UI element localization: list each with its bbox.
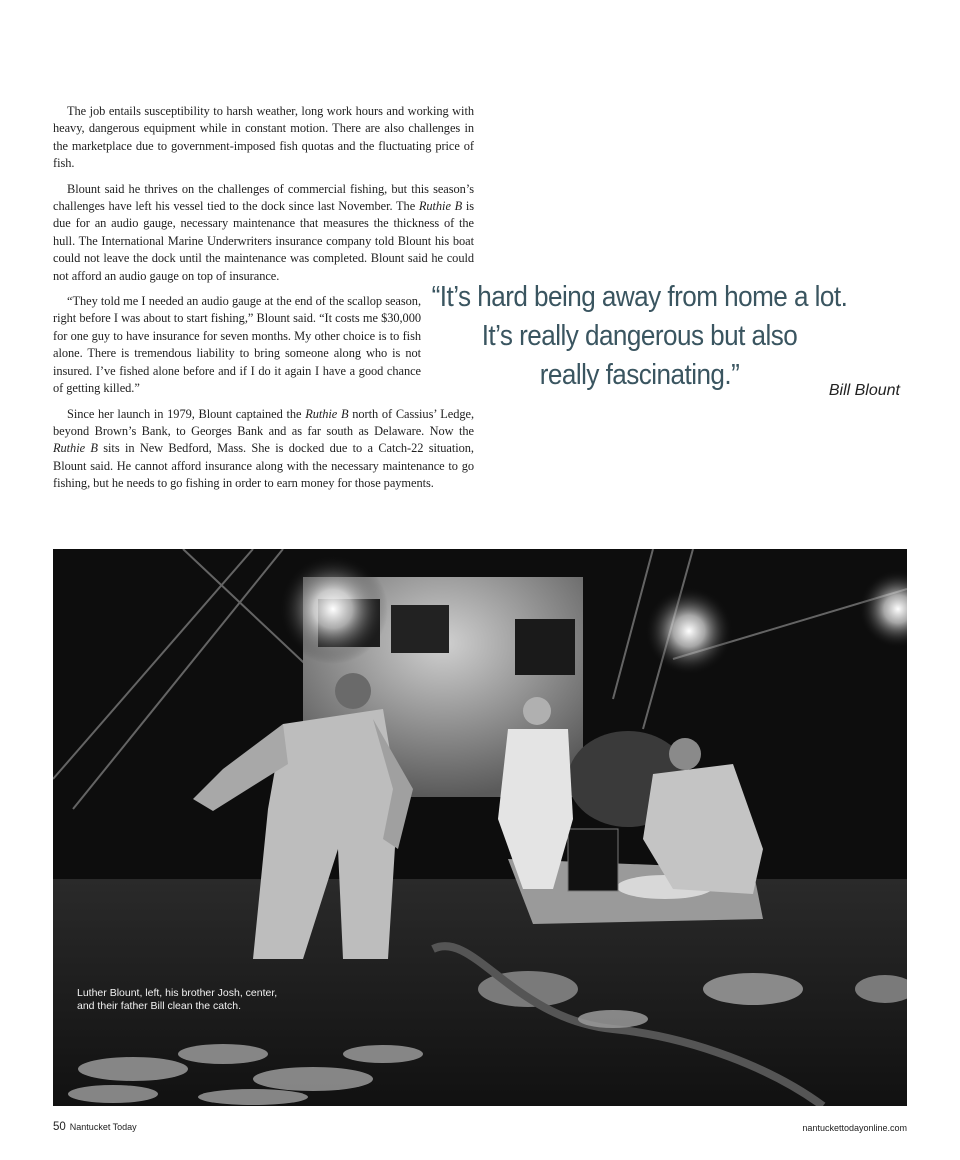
fish-basket: [703, 973, 803, 1005]
photo-caption: [77, 987, 317, 1013]
wheelhouse-window: [515, 619, 575, 675]
article-paragraph-3: “They told me I needed an audio gauge at the end of the scallop season, right before I was about to start fishing,” Blount said. “It costs me $30,000 for one guy to have insurance for seven months. My other choice is to fish alone. There is tremendous liability to bring someone along who is not insured. I’ve fished alone before and if I do it again I have a good chance of getting killed.”: [53, 294, 421, 396]
wheelhouse-window: [391, 605, 449, 653]
pull-quote: [428, 278, 851, 395]
p4-text-a: Since her launch in 1979, Blount captained the: [67, 406, 306, 421]
pull-quote-line-1: “It’s hard being away from home a lot.: [431, 281, 848, 313]
p4-text-c: sits in New Bedford, Mass. She is docked due to a Catch-22 situation, Blount said. He cannot afford insurance along with the necessary maintenance to go fishing, but he needs to go fishing in order to earn money for those payments.: [53, 441, 474, 491]
caption-line-2: and their father Bill clean the catch.: [77, 1000, 242, 1012]
pull-quote-attribution: Bill Blount: [828, 382, 900, 399]
deck-light: [278, 554, 388, 664]
boat-name: Ruthie B: [53, 441, 98, 456]
bucket: [568, 829, 618, 891]
website-url: nantuckettodayonline.com: [802, 1123, 907, 1133]
article-body: [53, 103, 474, 493]
p2-text-b: is due for an audio gauge, necessary maintenance that measures the thickness of the hull. The International Marine Underwriters insurance company told Blount his boat could not leave the dock until the maintenance was completed. Blount said he could not afford an audio gauge on top of insurance.: [53, 199, 474, 283]
pull-quote-line-3: really fascinating.”: [539, 359, 740, 391]
boat-name: Ruthie B: [305, 406, 349, 421]
caption-line-1: Luther Blount, left, his brother Josh, center,: [77, 987, 278, 999]
article-paragraph-2: [53, 181, 474, 285]
fishermen-photo: [53, 549, 907, 1106]
boat-name: Ruthie B: [418, 199, 463, 214]
footer-folio: [53, 1121, 137, 1133]
publication-name: Nantucket Today: [69, 1122, 137, 1132]
article-paragraph-1: The job entails susceptibility to harsh weather, long work hours and working with heavy, dangerous equipment while in constant motion. There are also challenges in the marketplace due to government-imposed fish quotas and the fluctuating price of fish.: [53, 104, 474, 171]
deck-light: [644, 586, 734, 676]
pull-quote-line-2: It’s really dangerous but also: [481, 320, 798, 352]
photo-illustration: [53, 549, 907, 1106]
page-number: 50: [53, 1121, 66, 1133]
article-paragraph-4: [53, 406, 474, 493]
p4-text-b: north of Cassius’ Ledge, beyond Brown’s Bank, to Georges Bank and as far south as Delaware. Now the: [53, 406, 475, 438]
p2-text-a: Blount said he thrives on the challenges of commercial fishing, but this season’s challenges have left his vessel tied to the dock since last November. The: [53, 181, 474, 214]
